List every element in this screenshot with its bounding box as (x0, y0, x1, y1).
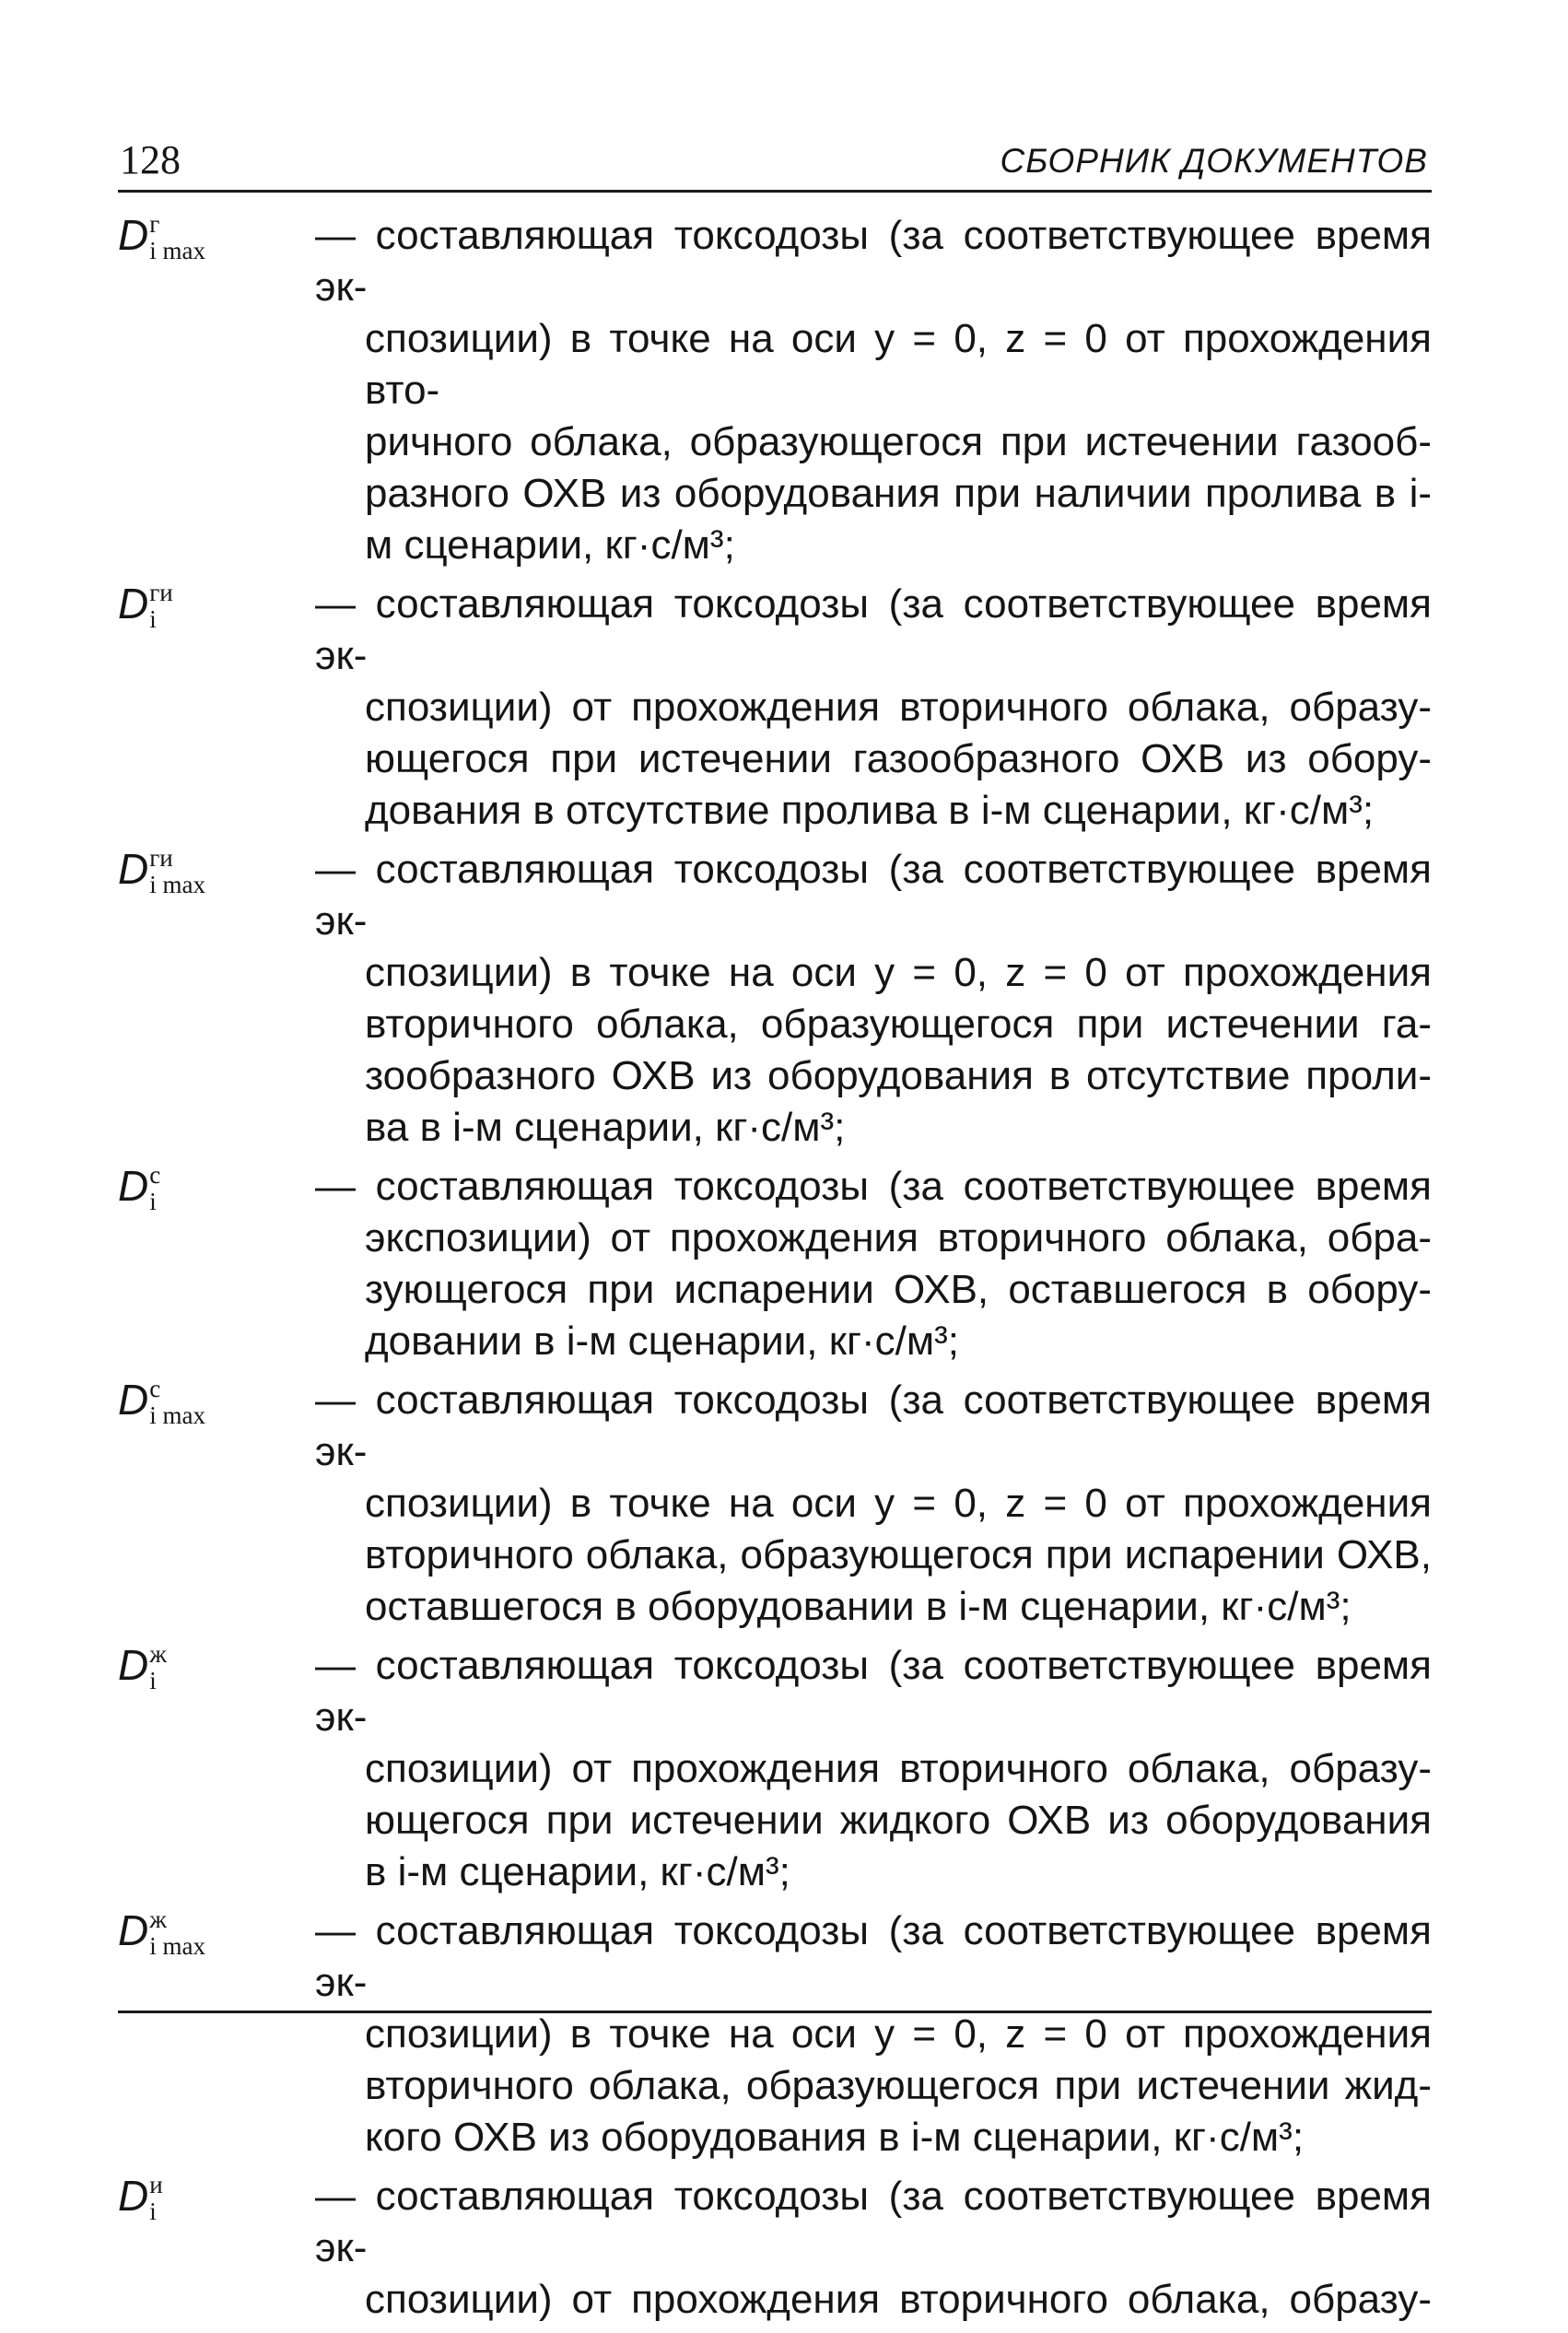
symbol-subscript: i max (149, 1932, 205, 1960)
symbol-superscript: ж (149, 1640, 167, 1668)
definition-line: дования в отсутствие пролива в i-м сценарии, кг·с/м³; (365, 788, 1375, 833)
definition-line: спозиции) от прохождения вторичного облака, образу- (365, 685, 1432, 730)
symbol-base: D (118, 211, 149, 259)
definition-line: разного ОХВ из оборудования при наличии пролива в i- (365, 471, 1432, 516)
symbol-superscript: г (149, 210, 160, 238)
definition-entry (118, 2171, 1432, 2326)
definition-text (315, 2171, 1432, 2326)
definition-line: довании в i-м сценарии, кг·с/м³; (365, 1319, 960, 1364)
symbol-subscript: i (149, 1667, 157, 1694)
symbol-subscript: i (149, 2198, 157, 2225)
definition-line: вторичного облака, образующегося при истечении жид- (365, 2063, 1432, 2108)
definition-list (118, 210, 1432, 2333)
definition-line: оставшегося в оборудовании в i-м сценарии, кг·с/м³; (365, 1584, 1352, 1629)
definition-entry (118, 1161, 1432, 1367)
symbol-superscript: с (149, 1161, 161, 1189)
definition-text (315, 1905, 1432, 2163)
definition-symbol (118, 579, 315, 837)
definition-entry (118, 1375, 1432, 1633)
definition-line: зующегося при испарении ОХВ, оставшегося в обору- (365, 1267, 1432, 1312)
definition-line: вторичного облака, образующегося при истечении га- (365, 1002, 1432, 1047)
symbol-base: D (118, 1906, 149, 1954)
definition-line: вторичного облака, образующегося при испарении ОХВ, (365, 1532, 1432, 1577)
symbol-base: D (118, 580, 149, 627)
definition-line: — составляющая токсодозы (за соответствующее время эк- (315, 847, 1432, 944)
header-rule (118, 190, 1432, 193)
symbol-base: D (118, 2172, 149, 2220)
symbol-base: D (118, 1641, 149, 1689)
definition-line: — составляющая токсодозы (за соответствующее время эк- (315, 1643, 1432, 1740)
symbol-subscript: i max (149, 871, 205, 898)
definition-line: — составляющая токсодозы (за соответствующее время эк- (315, 581, 1432, 678)
symbol-subscript: i max (149, 237, 205, 264)
definition-symbol (118, 2171, 315, 2326)
symbol-subscript: i (149, 1188, 157, 1215)
definition-line: — составляющая токсодозы (за соответствующее время (315, 1164, 1432, 1209)
definition-line: в i-м сценарии, кг·с/м³; (365, 1849, 790, 1894)
definition-symbol (118, 1640, 315, 1898)
symbol-superscript: и (149, 2171, 163, 2198)
definition-line: спозиции) в точке на оси y = 0, z = 0 от прохождения (365, 1481, 1432, 1526)
symbol-superscript: с (149, 1375, 161, 1402)
symbol-subscript: i max (149, 1401, 205, 1429)
definition-line: ричного облака, образующегося при истечении газооб- (365, 419, 1432, 464)
definition-line: — составляющая токсодозы (за соответствующее время эк- (315, 213, 1432, 310)
definition-symbol (118, 1905, 315, 2163)
definition-line: кого ОХВ из оборудования в i-м сценарии, кг·с/м³; (365, 2115, 1305, 2160)
definition-entry (118, 1905, 1432, 2163)
definition-symbol (118, 210, 315, 571)
footer-rule (118, 2011, 1432, 2013)
running-title: СБОРНИК ДОКУМЕНТОВ (1000, 142, 1428, 180)
definition-text (315, 579, 1432, 837)
symbol-superscript: ги (149, 579, 173, 606)
symbol-superscript: ги (149, 844, 173, 872)
symbol-superscript: ж (149, 1905, 167, 1933)
definition-line: спозиции) от прохождения вторичного облака, образу- (365, 1746, 1432, 1791)
page-number: 128 (120, 137, 181, 182)
definition-symbol (118, 1161, 315, 1367)
definition-line: зообразного ОХВ из оборудования в отсутствие проли- (365, 1053, 1432, 1098)
symbol-base: D (118, 1376, 149, 1424)
definition-line: ющегося при истечении жидкого ОХВ из оборудования (365, 1798, 1432, 1843)
definition-line: спозиции) в точке на оси y = 0, z = 0 от прохождения (365, 2011, 1432, 2057)
definition-entry (118, 844, 1432, 1154)
definition-line: — составляющая токсодозы (за соответствующее время эк- (315, 1908, 1432, 2005)
definition-entry (118, 579, 1432, 837)
definition-text (315, 210, 1432, 571)
definition-line: — составляющая токсодозы (за соответствующее время эк- (315, 2174, 1432, 2270)
definition-text (315, 1161, 1432, 1367)
symbol-base: D (118, 1162, 149, 1210)
definition-text (315, 844, 1432, 1154)
definition-line: спозиции) в точке на оси y = 0, z = 0 от прохождения (365, 950, 1432, 995)
definition-text (315, 1640, 1432, 1898)
definition-line: — составляющая токсодозы (за соответствующее время эк- (315, 1378, 1432, 1474)
definition-text (315, 1375, 1432, 1633)
definition-line: ва в i-м сценарии, кг·с/м³; (365, 1105, 846, 1150)
definition-line: ющегося при истечении газообразного ОХВ из обору- (365, 736, 1432, 781)
symbol-subscript: i (149, 605, 157, 633)
definition-symbol (118, 1375, 315, 1633)
symbol-base: D (118, 845, 149, 893)
definition-line: м сценарии, кг·с/м³; (365, 522, 735, 568)
definition-line: спозиции) в точке на оси y = 0, z = 0 от прохождения вто- (365, 316, 1432, 413)
definition-entry (118, 1640, 1432, 1898)
definition-symbol (118, 844, 315, 1154)
definition-line: экспозиции) от прохождения вторичного облака, обра- (365, 1215, 1432, 1260)
definition-line: спозиции) от прохождения вторичного облака, образу- (365, 2277, 1432, 2322)
definition-entry (118, 210, 1432, 571)
